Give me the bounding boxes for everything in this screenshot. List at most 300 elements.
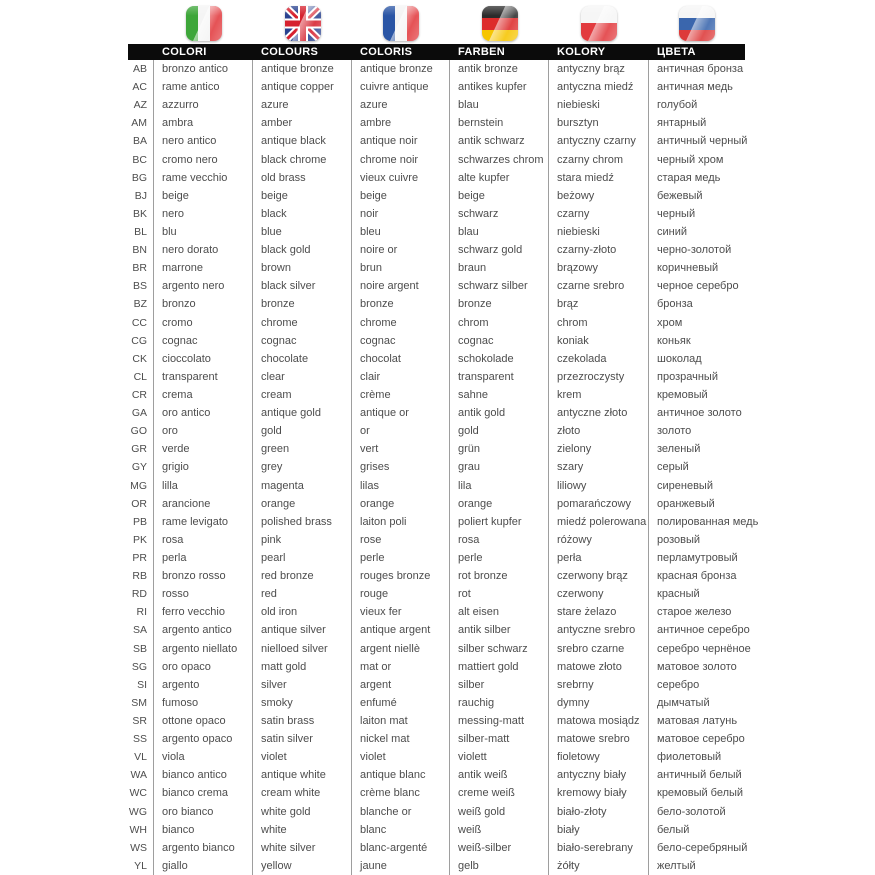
row-code: RD xyxy=(128,585,154,603)
row-cell: antique silver xyxy=(253,621,352,639)
row-cell: blau xyxy=(450,96,549,114)
row-cell: chrome noir xyxy=(352,151,450,169)
row-cell: creme weiß xyxy=(450,784,549,802)
row-cell: матовое золото xyxy=(657,660,737,673)
row-cell: синий xyxy=(657,226,688,239)
row-cell: white silver xyxy=(253,839,352,857)
row-code: CG xyxy=(128,332,154,350)
row-cell: stara miedź xyxy=(549,169,649,187)
row-cell: green xyxy=(253,440,352,458)
row-cell: sahne xyxy=(450,386,549,404)
row-cell: матовая латунь xyxy=(657,714,738,727)
row-cell: crema xyxy=(154,386,253,404)
row-cell: old iron xyxy=(253,603,352,621)
row-cell: blanc xyxy=(352,821,450,839)
row-cell: bronzo rosso xyxy=(154,567,253,585)
row-cell: azure xyxy=(253,96,352,114)
row-cell: srebrny xyxy=(549,676,649,694)
row-cell: бело-золотой xyxy=(657,805,726,818)
row-cell: perla xyxy=(154,549,253,567)
row-cell: ottone opaco xyxy=(154,712,253,730)
row-code: SA xyxy=(128,621,154,639)
row-code: BN xyxy=(128,241,154,259)
row-cell: czarne srebro xyxy=(549,277,649,295)
flag-germany-icon xyxy=(482,6,518,41)
row-cell: liliowy xyxy=(549,477,649,495)
table-row xyxy=(128,748,745,766)
row-cell: blanche or xyxy=(352,802,450,820)
row-cell: argento opaco xyxy=(154,730,253,748)
table-row xyxy=(128,694,745,712)
row-cell: rouges bronze xyxy=(352,567,450,585)
row-cell: bronze xyxy=(352,295,450,313)
row-cell: oro bianco xyxy=(154,802,253,820)
row-cell: bianco crema xyxy=(154,784,253,802)
row-cell: perle xyxy=(352,549,450,567)
row-cell: bronze xyxy=(253,295,352,313)
row-cell: violet xyxy=(352,748,450,766)
row-cell: bleu xyxy=(352,223,450,241)
row-cell: transparent xyxy=(154,368,253,386)
table-row xyxy=(128,821,745,839)
header-colori: COLORI xyxy=(162,46,207,58)
row-cell: kremowy biały xyxy=(549,784,649,802)
row-cell: vieux fer xyxy=(352,603,450,621)
row-cell: srebro czarne xyxy=(549,640,649,658)
row-code: SI xyxy=(128,676,154,694)
table-row xyxy=(128,495,745,513)
row-cell: orange xyxy=(253,495,352,513)
flag-france-icon xyxy=(383,6,419,41)
row-code: BG xyxy=(128,169,154,187)
row-cell: weiß gold xyxy=(450,802,549,820)
row-cell: clear xyxy=(253,368,352,386)
row-cell: cuivre antique xyxy=(352,78,450,96)
row-cell: бронза xyxy=(657,298,693,311)
row-cell: beige xyxy=(253,187,352,205)
row-code: BR xyxy=(128,259,154,277)
row-cell: matowa mosiądz xyxy=(549,712,649,730)
row-code: BS xyxy=(128,277,154,295)
row-cell: nero dorato xyxy=(154,241,253,259)
row-cell: violet xyxy=(253,748,352,766)
flag-italy-icon xyxy=(186,6,222,41)
row-code: CR xyxy=(128,386,154,404)
row-cell: gold xyxy=(450,422,549,440)
row-cell: schokolade xyxy=(450,350,549,368)
row-cell: brun xyxy=(352,259,450,277)
row-cell: cromo nero xyxy=(154,151,253,169)
row-cell: коричневый xyxy=(657,262,719,275)
table-row xyxy=(128,78,745,96)
row-code: GA xyxy=(128,404,154,422)
row-cell: beige xyxy=(450,187,549,205)
row-cell: фиолетовый xyxy=(657,751,722,764)
row-cell: smoky xyxy=(253,694,352,712)
row-cell: rosa xyxy=(450,531,549,549)
row-cell: rose xyxy=(352,531,450,549)
row-cell: marrone xyxy=(154,259,253,277)
row-cell: alt eisen xyxy=(450,603,549,621)
row-cell: rot xyxy=(450,585,549,603)
row-code: OR xyxy=(128,495,154,513)
row-cell: perła xyxy=(549,549,649,567)
header-colours: COLOURS xyxy=(261,46,319,58)
row-cell: noir xyxy=(352,205,450,223)
row-cell: grün xyxy=(450,440,549,458)
row-cell: nero antico xyxy=(154,132,253,150)
row-cell: cromo xyxy=(154,314,253,332)
row-cell: antique gold xyxy=(253,404,352,422)
row-cell: голубой xyxy=(657,99,698,112)
row-cell: zielony xyxy=(549,440,649,458)
row-cell: arancione xyxy=(154,495,253,513)
table-row xyxy=(128,114,745,132)
row-cell: chrome xyxy=(253,314,352,332)
row-code: PR xyxy=(128,549,154,567)
row-cell: fumoso xyxy=(154,694,253,712)
row-cell: czekolada xyxy=(549,350,649,368)
table-row xyxy=(128,857,745,875)
row-cell: oro antico xyxy=(154,404,253,422)
row-cell: black gold xyxy=(253,241,352,259)
row-cell: античное золото xyxy=(657,407,742,420)
row-cell: yellow xyxy=(253,857,352,875)
row-cell: rauchig xyxy=(450,694,549,712)
row-cell: antique white xyxy=(253,766,352,784)
row-cell: white xyxy=(253,821,352,839)
row-cell: сиреневый xyxy=(657,479,713,492)
table-row xyxy=(128,640,751,658)
row-cell: grises xyxy=(352,458,450,476)
row-cell: satin silver xyxy=(253,730,352,748)
row-cell: laiton mat xyxy=(352,712,450,730)
row-cell: зеленый xyxy=(657,443,701,456)
row-cell: miedź polerowana xyxy=(549,513,649,531)
flag-poland-icon xyxy=(581,6,617,41)
table-body xyxy=(128,60,759,875)
table-row xyxy=(128,712,745,730)
row-cell: blue xyxy=(253,223,352,241)
table-row xyxy=(128,350,745,368)
row-cell: antique bronze xyxy=(352,60,450,78)
row-cell: cream xyxy=(253,386,352,404)
table-row xyxy=(128,603,745,621)
row-code: AC xyxy=(128,78,154,96)
table-row xyxy=(128,187,745,205)
row-cell: красная бронза xyxy=(657,570,737,583)
row-cell: antique noir xyxy=(352,132,450,150)
row-cell: прозрачный xyxy=(657,370,718,383)
table-row xyxy=(128,802,745,820)
row-code: WH xyxy=(128,821,154,839)
table-row xyxy=(128,513,759,531)
row-cell: черный хром xyxy=(657,153,724,166)
row-cell: cognac xyxy=(253,332,352,350)
row-cell: beżowy xyxy=(549,187,649,205)
table-row xyxy=(128,169,745,187)
row-cell: antik silber xyxy=(450,621,549,639)
row-cell: antikes kupfer xyxy=(450,78,549,96)
row-cell: silver xyxy=(253,676,352,694)
row-cell: rame vecchio xyxy=(154,169,253,187)
row-cell: antik gold xyxy=(450,404,549,422)
header-cveta: ЦВЕТА xyxy=(657,46,696,58)
row-cell: braun xyxy=(450,259,549,277)
table-row xyxy=(128,151,745,169)
row-cell: biało-serebrany xyxy=(549,839,649,857)
row-cell: brązowy xyxy=(549,259,649,277)
row-cell: niebieski xyxy=(549,96,649,114)
row-cell: giallo xyxy=(154,857,253,875)
row-cell: żółty xyxy=(549,857,649,875)
row-cell: matowe złoto xyxy=(549,658,649,676)
row-cell: ferro vecchio xyxy=(154,603,253,621)
row-code: MG xyxy=(128,477,154,495)
table-row xyxy=(128,458,745,476)
row-code: RB xyxy=(128,567,154,585)
row-cell: noire or xyxy=(352,241,450,259)
row-cell: schwarzes chrom xyxy=(450,151,549,169)
row-cell: черно-золотой xyxy=(657,244,732,257)
row-code: GO xyxy=(128,422,154,440)
row-cell: cognac xyxy=(154,332,253,350)
row-cell: antyczne srebro xyxy=(549,621,649,639)
row-cell: blanc-argenté xyxy=(352,839,450,857)
row-cell: gelb xyxy=(450,857,549,875)
header-farben: FARBEN xyxy=(458,46,506,58)
row-code: CL xyxy=(128,368,154,386)
row-cell: oro opaco xyxy=(154,658,253,676)
row-cell: przezroczysty xyxy=(549,368,649,386)
row-cell: кремовый белый xyxy=(657,787,744,800)
row-cell: weiß xyxy=(450,821,549,839)
row-cell: azure xyxy=(352,96,450,114)
table-row xyxy=(128,621,750,639)
row-cell: antyczny brąz xyxy=(549,60,649,78)
row-cell: grey xyxy=(253,458,352,476)
row-code: RI xyxy=(128,603,154,621)
table-row xyxy=(128,277,745,295)
table-row xyxy=(128,259,745,277)
row-cell: old brass xyxy=(253,169,352,187)
row-cell: brąz xyxy=(549,295,649,313)
row-cell: schwarz gold xyxy=(450,241,549,259)
row-cell: poliert kupfer xyxy=(450,513,549,531)
table-row xyxy=(128,531,745,549)
row-code: WG xyxy=(128,802,154,820)
row-cell: clair xyxy=(352,368,450,386)
row-cell: laiton poli xyxy=(352,513,450,531)
table-row xyxy=(128,386,745,404)
row-cell: antique or xyxy=(352,404,450,422)
table-row xyxy=(128,205,745,223)
row-cell: enfumé xyxy=(352,694,450,712)
row-cell: mattiert gold xyxy=(450,658,549,676)
row-cell: ambra xyxy=(154,114,253,132)
header-coloris: COLORIS xyxy=(360,46,413,58)
row-cell: perle xyxy=(450,549,549,567)
row-cell: polished brass xyxy=(253,513,352,531)
row-cell: античный черный xyxy=(657,135,748,148)
table-row xyxy=(128,676,745,694)
row-code: GY xyxy=(128,458,154,476)
table-row xyxy=(128,658,745,676)
row-cell: серебро чернёное xyxy=(657,642,751,655)
table-row xyxy=(128,839,748,857)
row-cell: grau xyxy=(450,458,549,476)
row-cell: bursztyn xyxy=(549,114,649,132)
row-cell: перламутровый xyxy=(657,552,738,564)
row-cell: alte kupfer xyxy=(450,169,549,187)
row-cell: crème blanc xyxy=(352,784,450,802)
table-row xyxy=(128,132,748,150)
table-row xyxy=(128,96,745,114)
row-cell: biały xyxy=(549,821,649,839)
row-cell: messing-matt xyxy=(450,712,549,730)
row-cell: matt gold xyxy=(253,658,352,676)
row-cell: amber xyxy=(253,114,352,132)
row-cell: antik schwarz xyxy=(450,132,549,150)
row-cell: argento nero xyxy=(154,277,253,295)
row-cell: белый xyxy=(657,823,690,836)
flags-row xyxy=(128,0,875,41)
row-cell: красный xyxy=(657,588,700,601)
row-cell: beige xyxy=(154,187,253,205)
row-cell: azzurro xyxy=(154,96,253,114)
row-cell: czerwony brąz xyxy=(549,567,649,585)
row-cell: cream white xyxy=(253,784,352,802)
row-cell: старая медь xyxy=(657,171,721,184)
row-code: AZ xyxy=(128,96,154,114)
table-row xyxy=(128,422,745,440)
row-cell: antik bronze xyxy=(450,60,549,78)
row-cell: bronze xyxy=(450,295,549,313)
row-cell: rame levigato xyxy=(154,513,253,531)
row-cell: argent niellè xyxy=(352,640,450,658)
table-row xyxy=(128,404,745,422)
flag-uk-icon xyxy=(285,6,321,41)
row-cell: or xyxy=(352,422,450,440)
row-cell: violett xyxy=(450,748,549,766)
table-row xyxy=(128,730,745,748)
row-cell: бело-серебряный xyxy=(657,841,748,854)
row-cell: beige xyxy=(352,187,450,205)
row-cell: старое железо xyxy=(657,606,732,619)
row-cell: niebieski xyxy=(549,223,649,241)
row-cell: viola xyxy=(154,748,253,766)
row-cell: silber schwarz xyxy=(450,640,549,658)
row-cell: желтый xyxy=(657,859,696,872)
row-cell: rouge xyxy=(352,585,450,603)
row-cell: orange xyxy=(450,495,549,513)
row-cell: koniak xyxy=(549,332,649,350)
row-cell: czarny chrom xyxy=(549,151,649,169)
row-code: SM xyxy=(128,694,154,712)
row-cell: silber-matt xyxy=(450,730,549,748)
row-cell: black xyxy=(253,205,352,223)
row-cell: red xyxy=(253,585,352,603)
table-row xyxy=(128,368,745,386)
table-row xyxy=(128,784,745,802)
row-code: VL xyxy=(128,748,154,766)
row-cell: янтарный xyxy=(657,117,707,130)
row-cell: jaune xyxy=(352,857,450,875)
row-cell: rame antico xyxy=(154,78,253,96)
row-code: WS xyxy=(128,839,154,857)
table-row xyxy=(128,766,745,784)
row-cell: weiß-silber xyxy=(450,839,549,857)
row-cell: lilla xyxy=(154,477,253,495)
table-row xyxy=(128,549,745,567)
row-cell: antique black xyxy=(253,132,352,150)
row-cell: античная медь xyxy=(657,81,733,94)
row-cell: pearl xyxy=(253,549,352,567)
row-cell: bronzo antico xyxy=(154,60,253,78)
row-code: BL xyxy=(128,223,154,241)
row-cell: chocolate xyxy=(253,350,352,368)
row-cell: czerwony xyxy=(549,585,649,603)
row-cell: silber xyxy=(450,676,549,694)
row-cell: полированная медь xyxy=(657,515,759,528)
table-row xyxy=(128,295,745,313)
row-cell: antique blanc xyxy=(352,766,450,784)
table-row xyxy=(128,440,745,458)
table-row xyxy=(128,567,745,585)
row-code: SG xyxy=(128,658,154,676)
flag-russia-icon xyxy=(679,6,715,41)
row-cell: argento niellato xyxy=(154,640,253,658)
row-cell: black silver xyxy=(253,277,352,295)
row-cell: matowe srebro xyxy=(549,730,649,748)
row-cell: black chrome xyxy=(253,151,352,169)
row-code: BZ xyxy=(128,295,154,313)
row-cell: argento bianco xyxy=(154,839,253,857)
row-cell: noire argent xyxy=(352,277,450,295)
row-code: BJ xyxy=(128,187,154,205)
row-cell: шоколад xyxy=(657,352,702,365)
row-cell: bernstein xyxy=(450,114,549,132)
row-cell: кремовый xyxy=(657,389,708,402)
row-cell: brown xyxy=(253,259,352,277)
row-cell: nielloed silver xyxy=(253,640,352,658)
row-cell: grigio xyxy=(154,458,253,476)
row-cell: bianco antico xyxy=(154,766,253,784)
row-cell: oro xyxy=(154,422,253,440)
row-cell: vert xyxy=(352,440,450,458)
row-cell: черный xyxy=(657,207,696,220)
row-cell: stare żelazo xyxy=(549,603,649,621)
row-cell: античная бронза xyxy=(657,63,744,76)
row-cell: chrome xyxy=(352,314,450,332)
row-cell: chrom xyxy=(450,314,549,332)
row-cell: white gold xyxy=(253,802,352,820)
table-row xyxy=(128,223,745,241)
row-code: SR xyxy=(128,712,154,730)
row-cell: red bronze xyxy=(253,567,352,585)
row-cell: różowy xyxy=(549,531,649,549)
row-cell: antik weiß xyxy=(450,766,549,784)
row-code: BA xyxy=(128,132,154,150)
row-cell: rot bronze xyxy=(450,567,549,585)
row-cell: chocolat xyxy=(352,350,450,368)
row-code: YL xyxy=(128,857,154,875)
row-cell: antyczne złoto xyxy=(549,404,649,422)
row-cell: czarny xyxy=(549,205,649,223)
row-cell: lila xyxy=(450,477,549,495)
table-row xyxy=(128,585,745,603)
table-row xyxy=(128,477,745,495)
